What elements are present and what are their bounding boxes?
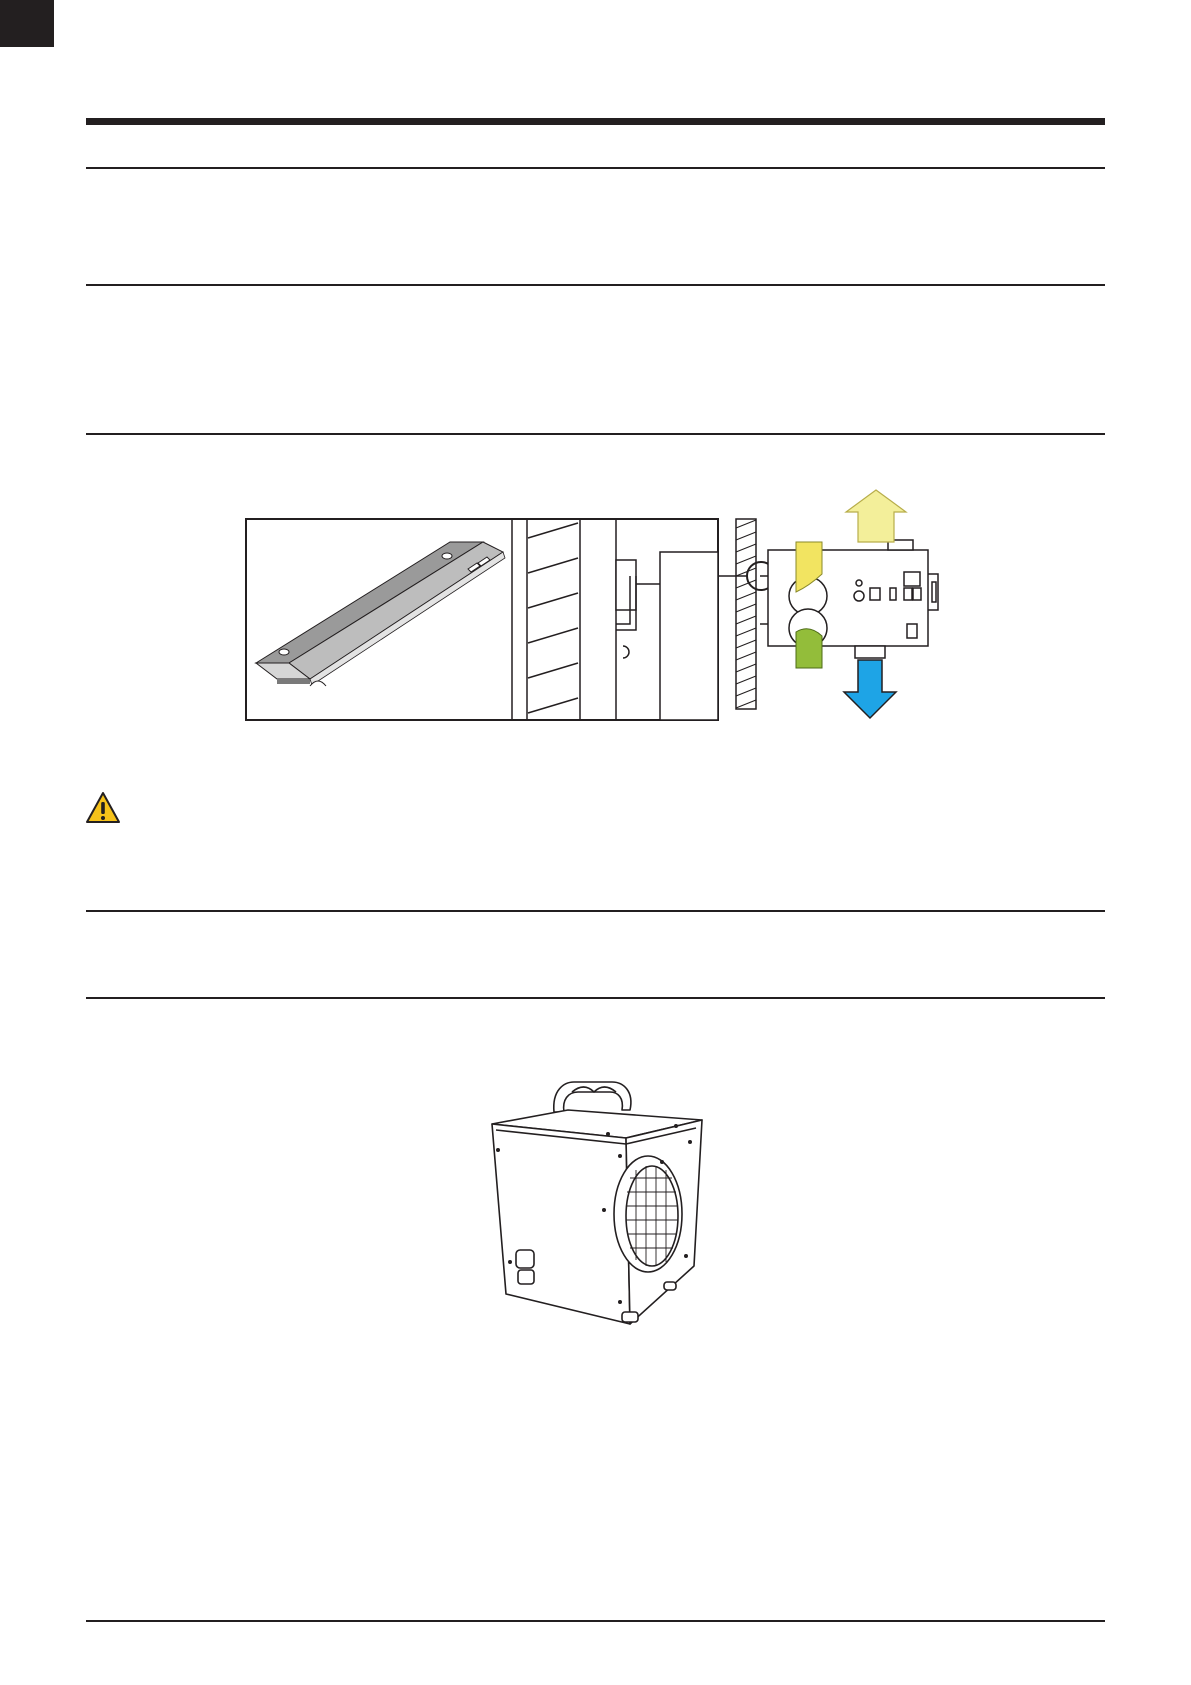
- dehumidifier-unit-side: [760, 540, 938, 658]
- header-rule: [86, 118, 1105, 125]
- section-rule-2: [86, 284, 1105, 286]
- outlet-air-arrow: [844, 660, 896, 718]
- section-rule-4: [86, 910, 1105, 912]
- green-intake-tag: [796, 629, 822, 668]
- section-rule-1: [86, 167, 1105, 169]
- warning-triangle-icon: [85, 791, 121, 824]
- section-rule-3: [86, 433, 1105, 435]
- intake-air-arrow: [846, 490, 906, 542]
- wall-mounting-illustration: [240, 488, 980, 738]
- header-black-tab: [0, 0, 54, 47]
- wall-hatch: [736, 519, 756, 709]
- section-rule-5: [86, 997, 1105, 999]
- footer-rule: [86, 1620, 1105, 1622]
- dehumidifier-product-illustration: [480, 1076, 710, 1336]
